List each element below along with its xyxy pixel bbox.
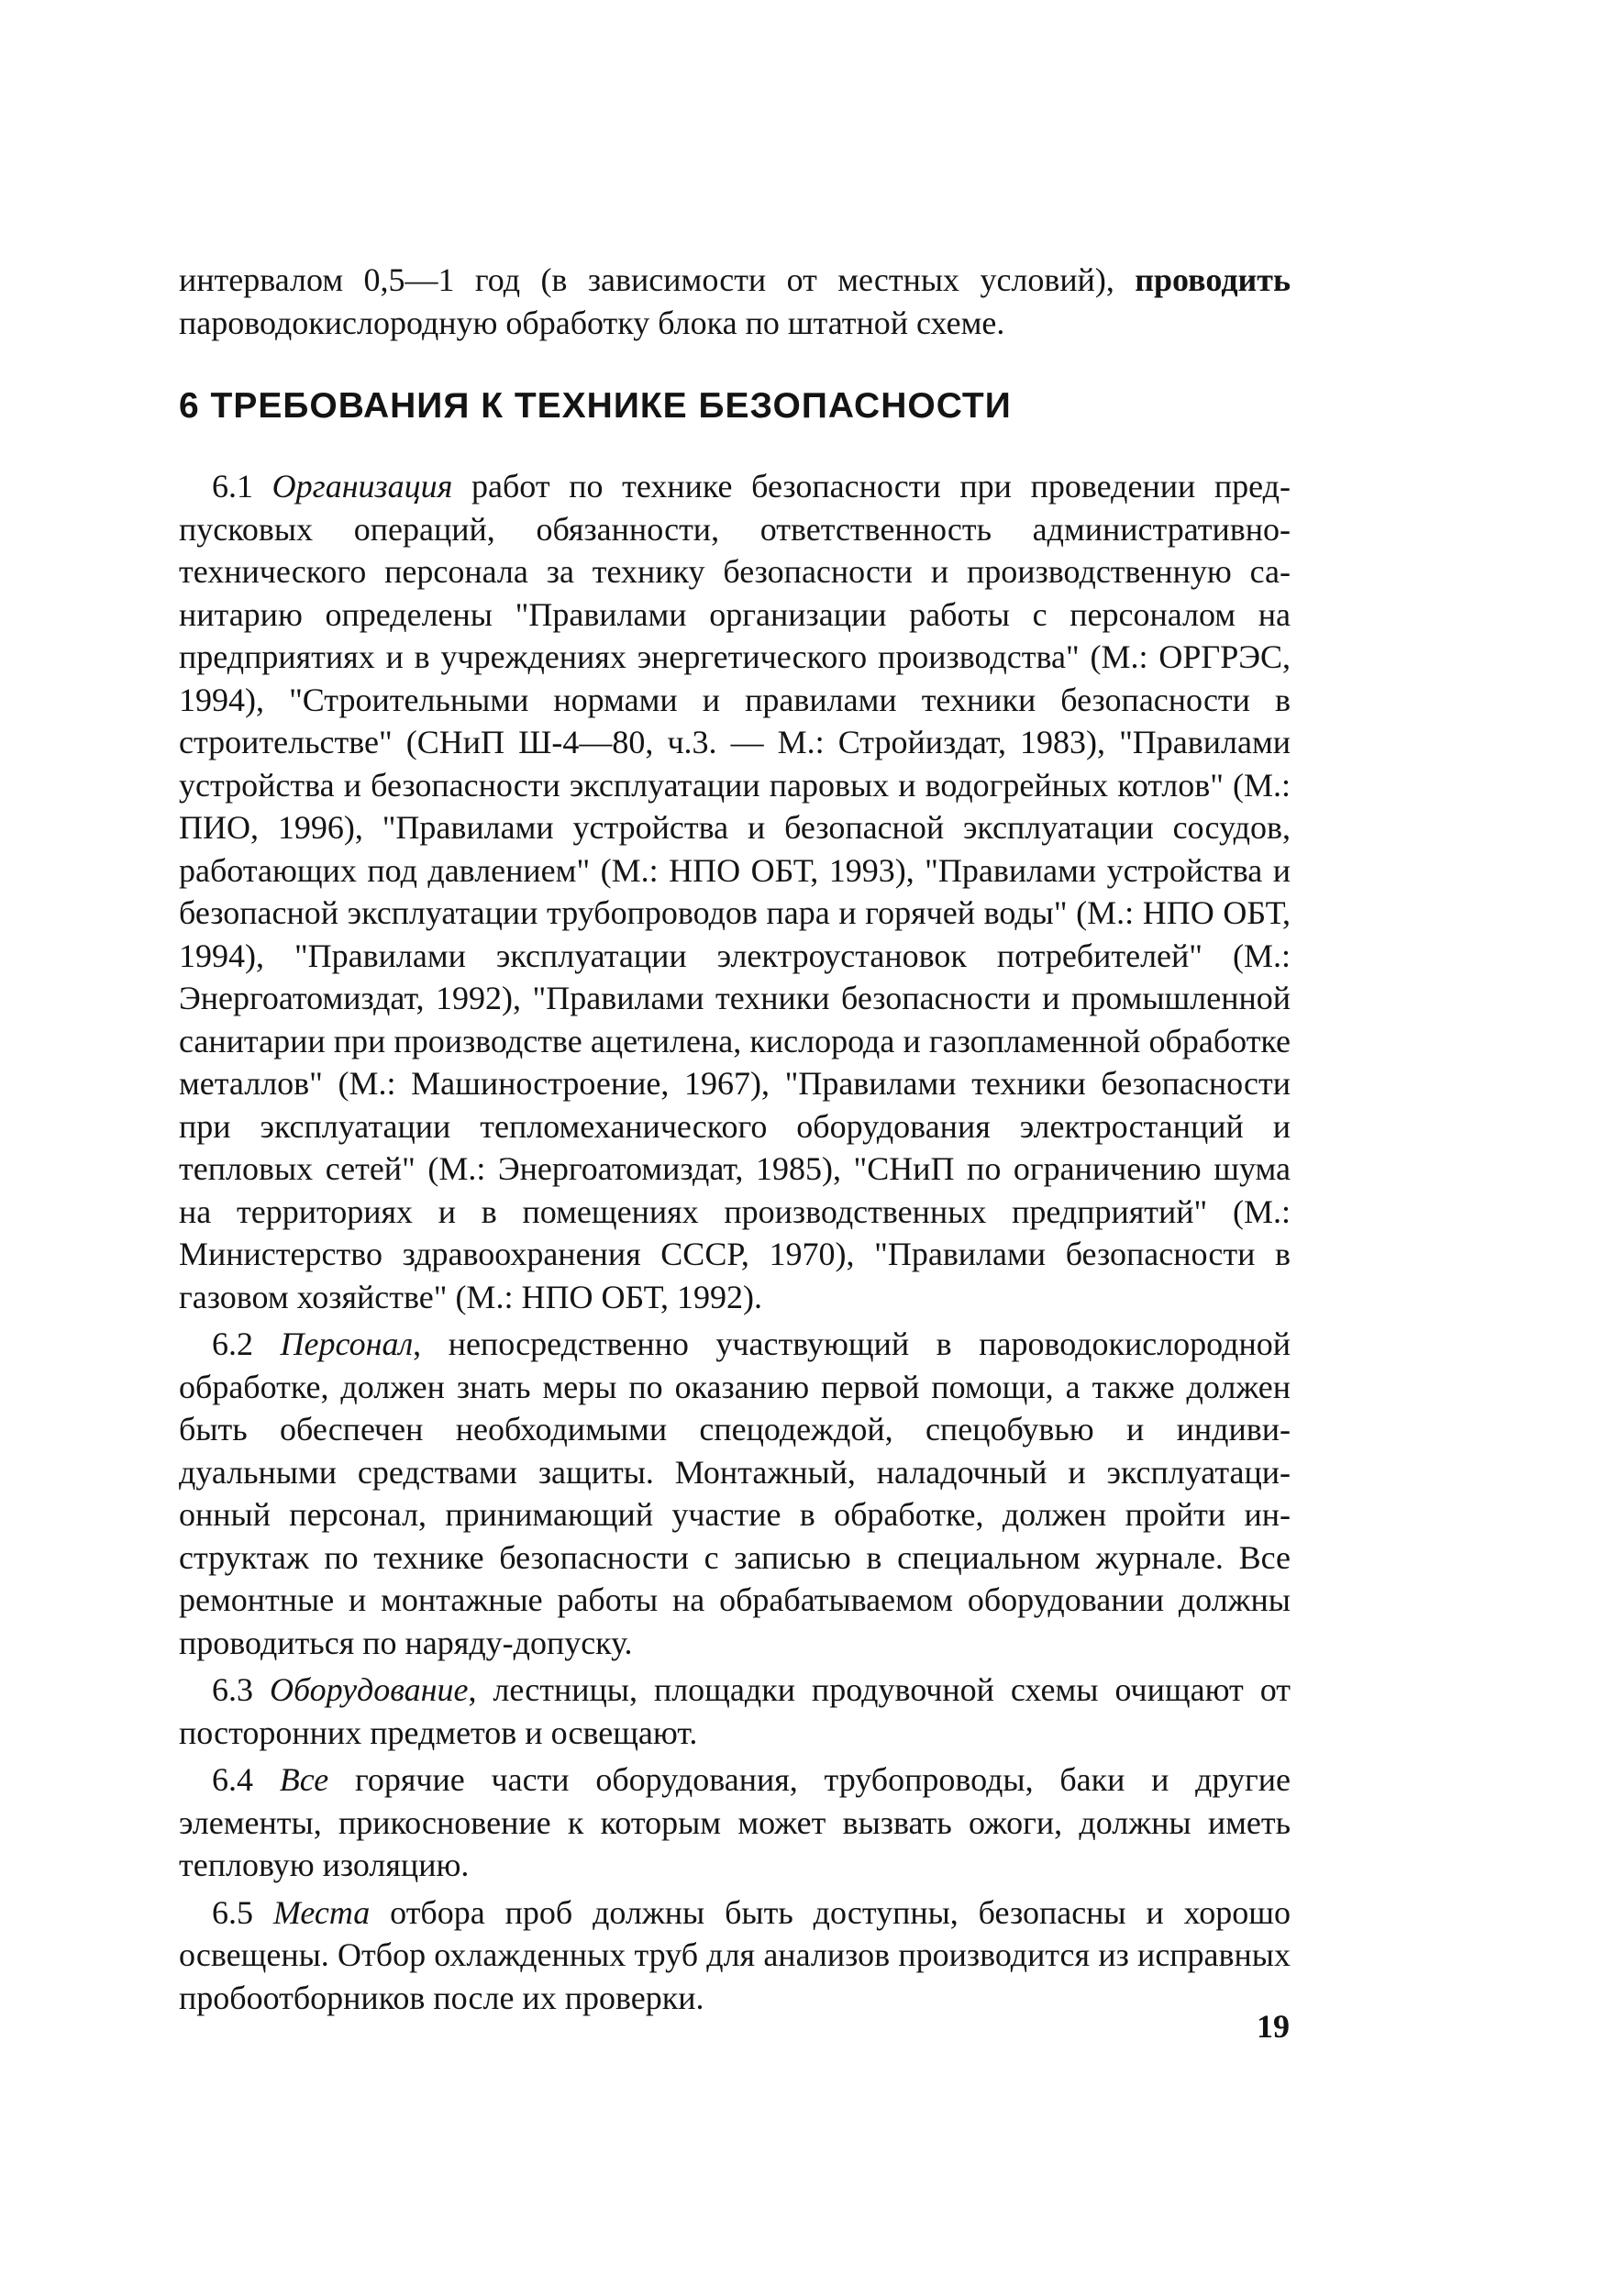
intro-bold-verb: проводить [1135, 261, 1291, 298]
document-page [179, 259, 1291, 2019]
item-text: , непосредственно участвующий в пароводокислородной обработке, должен знать меры по оказанию первой помощи, а также должен быть обеспечен необходимыми спецодеждой, спецобувью и индивидуальными средствами защиты. Монтажный, наладочный и эксплуатационный персонал, принимающий участие в обработке, должен пройти инструктаж по технике безопасности с записью в специальном журнале. Все ремонтные и монтажные работы на обрабатываемом оборудовании должны проводиться по наряду-допуску. [179, 1325, 1291, 1661]
item-number: 6.1 [212, 468, 272, 505]
paragraph-6-2 [179, 1323, 1291, 1664]
item-term: Организация [272, 468, 453, 505]
paragraph-6-1 [179, 465, 1291, 1318]
paragraph-6-4 [179, 1758, 1291, 1887]
item-number: 6.2 [212, 1325, 281, 1362]
paragraph-6-5 [179, 1891, 1291, 2020]
item-number: 6.3 [212, 1671, 270, 1708]
item-term: Места [272, 1893, 371, 1931]
item-term: Все [279, 1761, 329, 1798]
item-text: работ по технике безопасности при проведении предпусковых операций, обязанности, ответственность административно-технического персонала за технику безопасности и производственную санитарию определены "Правилами организации работы с персоналом на предприятиях и в учреждениях энергетического производства" (М.: ОРГРЭС, 1994), "Строительными нормами и правилами техники безопасности в строительстве" (СНиП Ш-4—80, ч.3. — М.: Стройиздат, 1983), "Правилами устройства и безопасности эксплуатации паровых и водогрейных котлов" (М.: ПИО, 1996), "Правилами устройства и безопасной эксплуатации сосудов, работающих под давлением" (М.: НПО ОБТ, 1993), "Правилами устройства и безопасной эксплуатации трубопроводов пара и горячей воды" (М.: НПО ОБТ, 1994), "Правилами эксплуатации электроустановок потребителей" (М.: Энергоатомиздат, 1992), "Правилами техники безопасности и промышленной санитарии при производстве ацетилена, кислорода и газопламенной обработке металлов" (М.: Машиностроение, 1967), "Правилами техники безопасности при эксплуатации тепломеханического оборудования электростанций и тепловых сетей" (М.: Энергоатомиздат, 1985), "СНиП по ограничению шума на территориях и в помещениях производственных предприятий" (М.: Министерство здравоохранения СССР, 1970), "Правилами безопасности в газовом хозяйстве" (М.: НПО ОБТ, 1992). [179, 468, 1291, 1315]
item-text: отбора проб должны быть доступны, безопасны и хорошо освещены. Отбор охлажденных труб для анализов производится из исправных пробоотборников после их проверки. [179, 1893, 1291, 2016]
intro-text-after: пароводокислородную обработку блока по штатной схеме. [179, 304, 1005, 341]
item-number: 6.4 [212, 1761, 280, 1798]
section-heading: 6 ТРЕБОВАНИЯ К ТЕХНИКЕ БЕЗОПАСНОСТИ [179, 386, 1012, 426]
item-text: , лестницы, площадки продувочной схемы очищают от посторонних предметов и освещают. [179, 1671, 1291, 1751]
intro-text-before: интервалом 0,5—1 год (в зависимости от местных условий), [179, 261, 1136, 298]
paragraph-6-3 [179, 1669, 1291, 1754]
item-term: Персонал [280, 1325, 414, 1362]
page-number: 19 [1257, 2008, 1290, 2045]
intro-paragraph [179, 259, 1291, 344]
item-number: 6.5 [212, 1893, 273, 1931]
item-text: горячие части оборудования, трубопроводы, баки и другие элементы, прикосновение к которым может вызвать ожоги, должны иметь тепловую изоляцию. [179, 1761, 1291, 1883]
item-term: Оборудование [269, 1671, 469, 1708]
